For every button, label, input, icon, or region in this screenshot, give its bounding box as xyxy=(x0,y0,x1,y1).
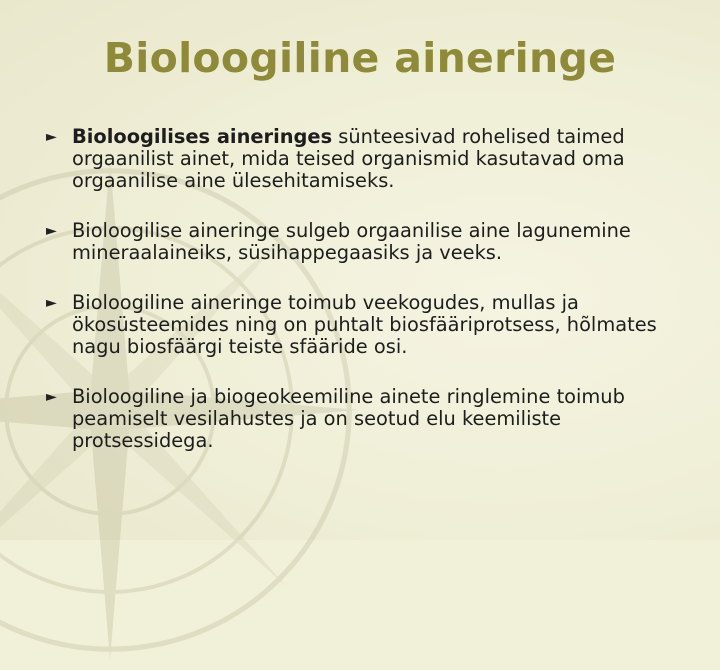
triangle-bullet-icon: ► xyxy=(46,389,57,405)
slide-title: Bioloogiline aineringe xyxy=(103,34,617,82)
triangle-bullet-icon: ► xyxy=(46,295,57,311)
bullet-item xyxy=(46,292,686,358)
bullet-text: Bioloogiline ja biogeokeemiline ainete ringlemine toimub peamiselt vesilahustes ja on seotud elu keemiliste protsessidega. xyxy=(72,385,625,452)
bullet-item xyxy=(46,220,686,264)
bullet-text: Bioloogiline aineringe toimub veekogudes, mullas ja ökosüsteemides ning on puhtalt biosfääriprotsess, hõlmates nagu biosfäärgi teiste sfääride osi. xyxy=(72,291,657,358)
bullet-item xyxy=(46,126,686,192)
bullet-list xyxy=(46,126,686,452)
triangle-bullet-icon: ► xyxy=(46,223,57,239)
bullet-item xyxy=(46,386,686,452)
bullet-text: Bioloogilise aineringe sulgeb orgaanilise aine lagunemine mineraalaineiks, süsihappegaasiks ja veeks. xyxy=(72,219,631,264)
triangle-bullet-icon: ► xyxy=(46,129,57,145)
bullet-text: sünteesivad rohelised taimed orgaanilist ainet, mida teised organismid kasutavad oma orgaanilise aine ülesehitamiseks. xyxy=(72,125,625,192)
bullet-bold-lead: Bioloogilises aineringes xyxy=(72,125,333,148)
